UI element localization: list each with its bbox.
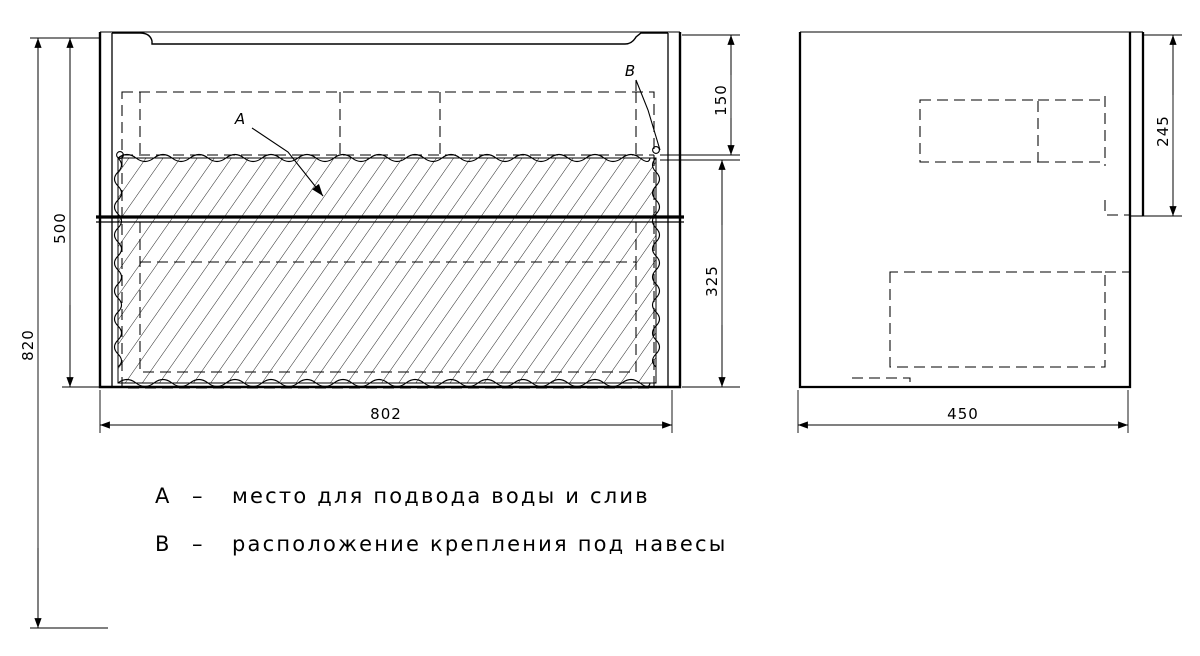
dim-body-height: 500: [51, 212, 69, 244]
legend-dash-b: –: [192, 532, 205, 556]
dim-side-upper: 245: [1154, 115, 1172, 147]
dim-upper-drawer: 150: [712, 84, 730, 116]
callout-b-label: B: [624, 62, 636, 80]
callout-b-leader: [636, 80, 660, 150]
side-hidden-lines: [852, 96, 1130, 388]
dim-lower-drawer: 325: [703, 265, 721, 297]
side-view-outline: [800, 32, 1143, 387]
dim-overall-height: 820: [19, 329, 37, 361]
dim-side-depth: 450: [947, 405, 979, 423]
legend-text-b: расположение крепления под навесы: [232, 532, 728, 556]
mount-points: [117, 147, 660, 159]
dim-front-width: 802: [370, 405, 402, 423]
legend: [155, 484, 728, 556]
legend-key-a: A: [155, 484, 172, 508]
hatched-basin-area: [118, 158, 656, 383]
legend-dash-a: –: [192, 484, 205, 508]
legend-key-b: B: [155, 532, 172, 556]
legend-text-a: место для подвода воды и слив: [232, 484, 650, 508]
callout-a-label: A: [234, 110, 246, 128]
